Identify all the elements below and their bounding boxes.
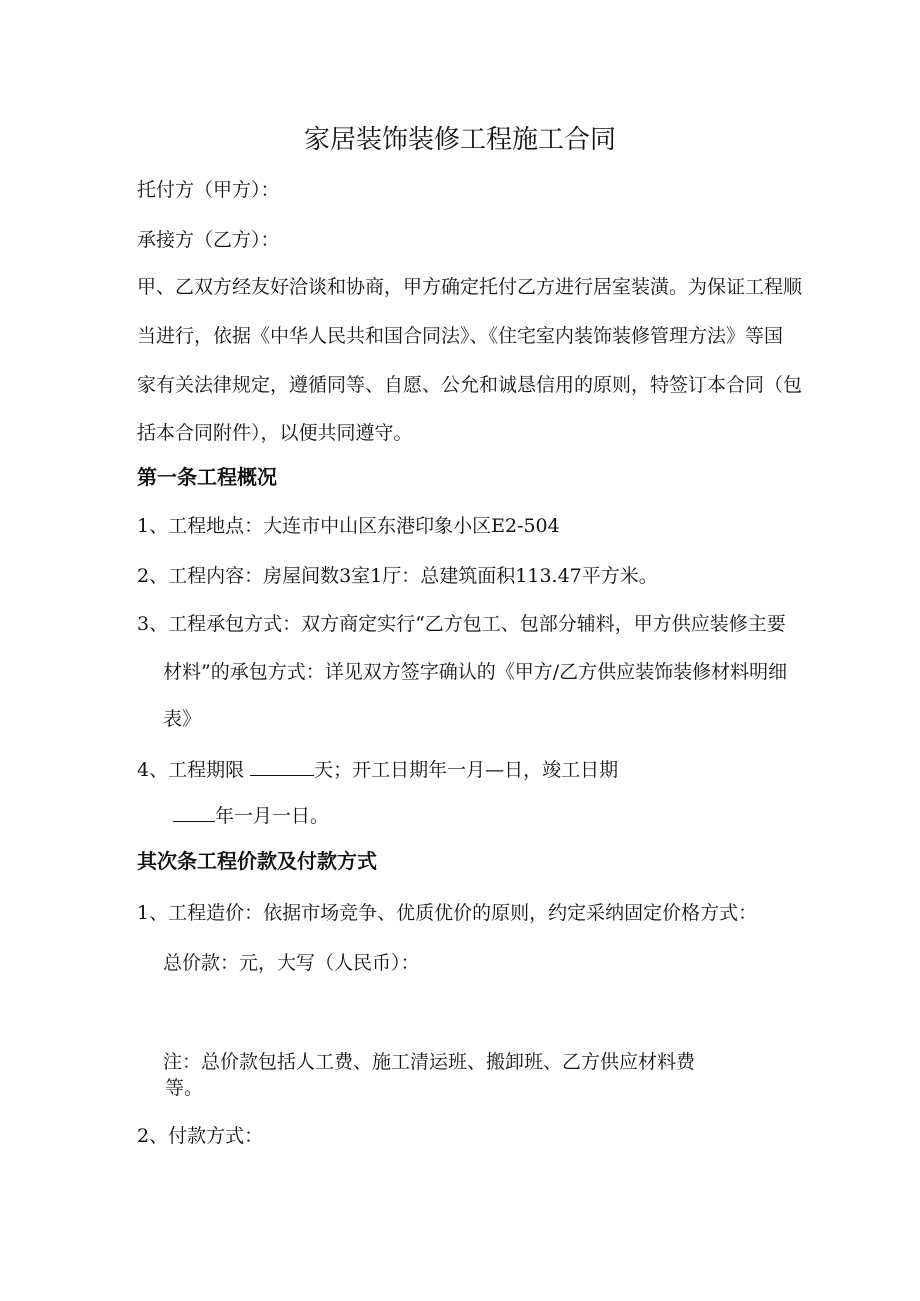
duration-blank[interactable]: [250, 757, 314, 776]
document-title: 家居装饰装修工程施工合同: [303, 125, 616, 155]
section1-item2: 2、工程内容：房屋间数3室1厅：总建筑面积113.47平方米。: [137, 565, 658, 587]
intro-line-4: 括本合同附件），以便共同遵守。: [137, 422, 413, 444]
item4-suffix: 天；开工日期年一月—日，竣工日期: [314, 759, 619, 781]
intro-line-2: 当进行，依据《中华人民共和国合同法》、《住宅室内装饰装修管理方法》等国: [137, 325, 784, 347]
party-a-label: 托付方（甲方）：: [137, 179, 280, 201]
section2-heading: 其次条工程价款及付款方式: [137, 849, 377, 873]
party-b-label: 承接方（乙方）：: [137, 229, 280, 251]
intro-line-1: 甲、乙双方经友好洽谈和协商，甲方确定托付乙方进行居室装潢。为保证工程顺: [137, 276, 803, 298]
section2-item1: 1、工程造价：依据市场竞争、优质优价的原则，约定采纳固定价格方式：: [137, 902, 758, 924]
intro-line-3: 家有关法律规定，遵循同等、自愿、公允和诚恳信用的原则，特签订本合同（包: [137, 374, 803, 396]
section1-item3-line1: 3、工程承包方式：双方商定实行“乙方包工、包部分辅料，甲方供应装修主要: [137, 613, 786, 635]
section2-note-line2: 等。: [165, 1077, 204, 1099]
item4-prefix: 4、工程期限: [137, 759, 245, 781]
completion-year-blank[interactable]: [173, 803, 215, 822]
section2-item2: 2、付款方式：: [137, 1125, 264, 1147]
section2-total: 总价款：元，大写（人民币）：: [163, 952, 420, 974]
section1-item3-line3: 表》: [163, 708, 202, 730]
section1-item4-line2: [173, 803, 329, 828]
item4-line2-text: 年一月一日。: [215, 805, 330, 827]
section1-item3-line2: 材料”的承包方式：详见双方签字确认的《甲方/乙方供应装饰装修材料明细: [163, 661, 788, 683]
section1-item1: 1、工程地点：大连市中山区东港印象小区E2-504: [137, 515, 560, 537]
section2-note-line1: 注：总价款包括人工费、施工清运班、搬卸班、乙方供应材料费: [163, 1051, 696, 1073]
section1-heading: 第一条工程概况: [137, 465, 277, 489]
section1-item4: [137, 757, 618, 782]
